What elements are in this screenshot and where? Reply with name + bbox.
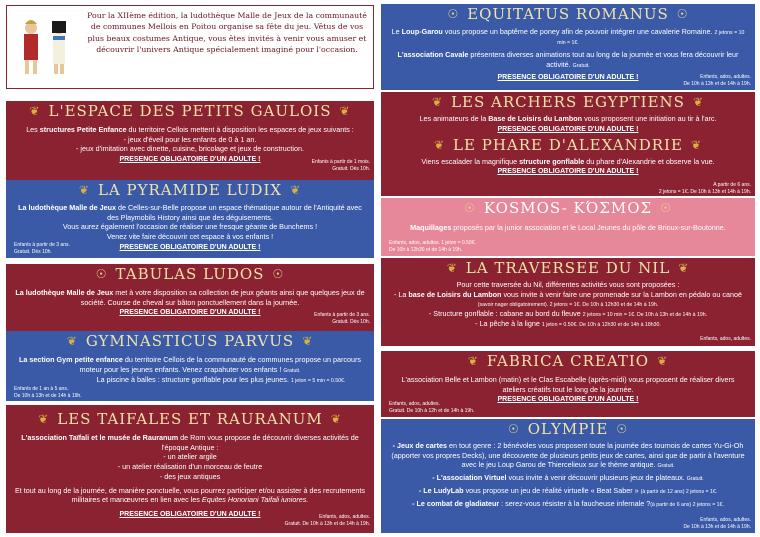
laurel-icon: ❦ xyxy=(678,261,690,275)
info-note: Enfants, ados, adultes. Gratuit. De 10h à 13h et de 14h à 19h. xyxy=(284,514,370,527)
info-note: Enfants à partir de 3 ans. Gratuit. Dès 10h. xyxy=(314,312,370,325)
section-traversee-nil: ❦ LA TRAVERSEE DU NIL ❦ Pour cette traversée du Nil, différentes activités vous sont proposées : - La base de Loisirs du Lambon vous invite à venir faire une promenade sur la Lambon en pédalo ou canoë (savoir nager obligatoirement). 2 jetons = 1€. De 10h à 12h30 et de 14h à 19h. - Structure gonflable : cabane au bord du fleuve 2 jetons = 10 min = 1€. De 10h à 13h et de 14h à 19h. - La pêche à la ligne 1 jeton = 0.50€. De 10h à 12h30 et de 14h à 18h30. Enfants, ados, adultes. xyxy=(381,258,755,346)
eye-of-horus-icon: ☉ xyxy=(272,267,285,281)
laurel-icon: ❦ xyxy=(302,334,314,348)
adult-required-notice: PRESENCE OBLIGATOIRE D'UN ADULTE ! xyxy=(119,511,261,519)
info-note: Enfants de 1 an à 5 ans. De 10h à 13h et de 14h à 19h. xyxy=(14,386,82,399)
laurel-icon: ❦ xyxy=(692,95,704,109)
laurel-icon: ❦ xyxy=(432,95,444,109)
adult-required-notice: PRESENCE OBLIGATOIRE D'UN ADULTE ! xyxy=(497,168,639,176)
section-gymnasticus-parvus: ❦ GYMNASTICUS PARVUS ❦ La section Gym petite enfance du territoire Cellois de la communauté de communes propose un parcours moteur pour les jeunes enfants. Venez crapahuter vos enfants ! Gratuit. La piscine à balles : structure gonflable pour les plus jeunes. 1 jeton = 5 min = 0.50€. Enfants de 1 an à 5 ans. De 10h à 13h et de 14h à 19h. xyxy=(6,331,374,401)
laurel-icon: ❦ xyxy=(38,412,50,426)
adult-required-notice: PRESENCE OBLIGATOIRE D'UN ADULTE ! xyxy=(119,309,261,317)
intro-banner xyxy=(6,5,374,89)
section-equitatus-romanus: ☉ EQUITATUS ROMANUS ☉ Le Loup-Garou vous propose un baptême de poney afin de pouvoir intégrer une cavalerie Romaine. 2 jetons = 10 min = 1€. L'association Cavale présentera diverses animations tout au long de la journée et vous fera découvrir leur activité. Gratuit. PRESENCE OBLIGATOIRE D'UN ADULTE ! Enfants, ados, adultes. De 10h à 13h et de 14h à 19h. xyxy=(381,4,755,90)
laurel-icon: ❦ xyxy=(330,412,342,426)
info-note: Enfants, ados, adultes. De 10h à 13h et de 14h à 19h. xyxy=(683,517,751,530)
adult-required-notice: PRESENCE OBLIGATOIRE D'UN ADULTE ! xyxy=(119,243,261,251)
laurel-icon: ❦ xyxy=(657,354,669,368)
info-note: Enfants, ados, adultes. xyxy=(700,336,751,342)
laurel-icon: ❦ xyxy=(690,137,702,152)
info-note: Enfants à partir de 1 mois. Gratuit. Dès 10h. xyxy=(311,159,370,172)
info-note: Enfants, ados, adultes. Gratuit. De 10h à 12h et de 14h à 19h. xyxy=(389,401,475,414)
eye-of-horus-icon: ☉ xyxy=(95,267,108,281)
eye-of-horus-icon: ☉ xyxy=(660,201,672,215)
laurel-icon: ❦ xyxy=(78,183,90,197)
eye-of-horus-icon: ☉ xyxy=(447,7,460,21)
section-petits-gaulois: ❦ L'ESPACE DES PETITS GAULOIS ❦ Les structures Petite Enfance du territoire Cellois mettent à disposition les espaces de jeux suivants : - jeux d'éveil pour les enfants de 0 à 1 an. - jeux d'imitation avec dinette, cuisine, bricolage et jeux de construction. PRESENCE OBLIGATOIRE D'UN ADULTE ! Enfants à partir de 1 mois. Gratuit. Dès 10h. xyxy=(6,101,374,181)
adult-required-notice: PRESENCE OBLIGATOIRE D'UN ADULTE ! xyxy=(497,125,639,133)
laurel-icon: ❦ xyxy=(467,354,479,368)
section-title: ❦ L'ESPACE DES PETITS GAULOIS ❦ xyxy=(29,102,351,120)
section-pyramide-ludix: ❦ LA PYRAMIDE LUDIX ❦ La ludothèque Malle de Jeux de Celles-sur-Belle propose un espace thématique autour de l'Antiquité avec des Playmobils History ainsi que des déguisements. Vous aurez également l'occasion de réaliser une fresque géante de Bunchems ! Venez vite faire découvrir cet espace à vos enfants ! PRESENCE OBLIGATOIRE D'UN ADULTE ! Enfants à partir de 3 ans. Gratuit. Dès 10h. xyxy=(6,180,374,258)
adult-required-notice: PRESENCE OBLIGATOIRE D'UN ADULTE ! xyxy=(119,156,261,164)
section-fabrica-creatio: ❦ FABRICA CREATIO ❦ L'association Belle et Lambon (matin) et le Clas Escabelle (après-midi) vous proposent de réaliser divers ateliers créatifs tout le long de la journée. PRESENCE OBLIGATOIRE D'UN ADULTE ! Enfants, ados, adultes. Gratuit. De 10h à 12h et de 14h à 19h. xyxy=(381,351,755,417)
laurel-icon: ❦ xyxy=(339,104,351,118)
eye-of-horus-icon: ☉ xyxy=(507,422,520,436)
laurel-icon: ❦ xyxy=(446,261,458,275)
eye-of-horus-icon: ☉ xyxy=(676,7,689,21)
eye-of-horus-icon: ☉ xyxy=(616,422,629,436)
section-olympie: ☉ OLYMPIE ☉ - Jeux de cartes en tout genre : 2 bénévoles vous proposent toute la journée des tournois de cartes Yu-Gi-Oh (apporter vos propres Decks), une découverte de plusieurs petits jeux de cartes, ainsi que de partir à l'aventure avec le jeu Loup Garou de Thiercelieux sur le thème antique. Gratuit. - L'association Virtuel vous invite à venir découvrir plusieurs jeux de plateaux. Gratuit. - Le LudyLab vous propose un jeu de réalité virtuelle « Beat Saber » (à partir de 12 ans) 2 jetons = 1€. - Le combat de gladiateur : serez-vous résister à la faucheuse infernale ?(à partir de 6 ans) 2 jetons = 1€. Enfants, ados, adultes. De 10h à 13h et de 14h à 19h. xyxy=(381,419,755,533)
info-note: A partir de 6 ans. 2 jetons = 1€. De 10h à 13h et 14h à 19h. xyxy=(658,182,751,195)
section-kosmos: ☉ KOSMOS- ΚΌΣΜΟΣ ☉ Maquillages proposés par la junior association et le Local Jeunes du pôle de Brioux-sur-Boutonne. Enfants, ados, adultes. 1 jeton = 0.50€. De 10h à 12h30 et de 14h à 19h. xyxy=(381,198,755,256)
adult-required-notice: PRESENCE OBLIGATOIRE D'UN ADULTE ! xyxy=(497,396,639,404)
laurel-icon: ❦ xyxy=(290,183,302,197)
laurel-icon: ❦ xyxy=(29,104,41,118)
info-note: Enfants à partir de 3 ans. Gratuit. Dès 10h. xyxy=(14,242,70,255)
intro-text: Pour la XIIème édition, la ludothèque Malle de Jeux de la communauté de communes Mellois en Poitou organise sa fête du jeu. Vêtus de vos plus beaux costumes Antique, vous êtes invités à venir vous amuser et découvrir l'univers Antique spécialement imaginé pour l'occasion. xyxy=(87,11,367,54)
section-taifales-rauranum: ❦ LES TAIFALES ET RAURANUM ❦ L'association Taïfali et le musée de Rauranum de Rom vous propose de découvrir diverses activités de l'époque Antique : - un atelier argile - un atelier réalisation d'un morceau de feutre - des jeux antiques Et tout au long de la journée, de manière ponctuelle, vous pourrez participer et/ou assister à des recrutements militaires et manœuvres en lien avec les Equites Honoriani Taifali iuniores. PRESENCE OBLIGATOIRE D'UN ADULTE ! Enfants, ados, adultes. Gratuit. De 10h à 13h et de 14h à 19h. xyxy=(6,405,374,533)
section-archers-phare: ❦ LES ARCHERS EGYPTIENS ❦ Les animateurs de la Base de Loisirs du Lambon vous proposent une initiation au tir à l'arc. PRESENCE OBLIGATOIRE D'UN ADULTE ! ❦ LE PHARE D'ALEXANDRIE ❦ Viens escalader la magnifique structure gonflable du phare d'Alexandrie et observe la vue. PRESENCE OBLIGATOIRE D'UN ADULTE ! A partir de 6 ans. 2 jetons = 1€. De 10h à 13h et 14h à 19h. xyxy=(381,92,755,196)
section-tabulas-ludos: ☉ TABULAS LUDOS ☉ La ludothèque Malle de Jeux met à votre disposition sa collection de jeux géants ainsi que quelques jeux de société. Course de cheval sur bâton ponctuellement dans la journée. PRESENCE OBLIGATOIRE D'UN ADULTE ! Enfants à partir de 3 ans. Gratuit. Dès 10h. xyxy=(6,264,374,331)
laurel-icon: ❦ xyxy=(66,334,78,348)
laurel-icon: ❦ xyxy=(433,137,446,152)
info-note: Enfants, ados, adultes. De 10h à 13h et de 14h à 19h. xyxy=(683,74,751,87)
roman-egyptian-figures-icon xyxy=(13,16,79,78)
eye-of-horus-icon: ☉ xyxy=(464,201,476,215)
adult-required-notice: PRESENCE OBLIGATOIRE D'UN ADULTE ! xyxy=(497,73,639,81)
info-note: Enfants, ados, adultes. 1 jeton = 0.50€. De 10h à 12h30 et de 14h à 19h. xyxy=(389,240,476,253)
